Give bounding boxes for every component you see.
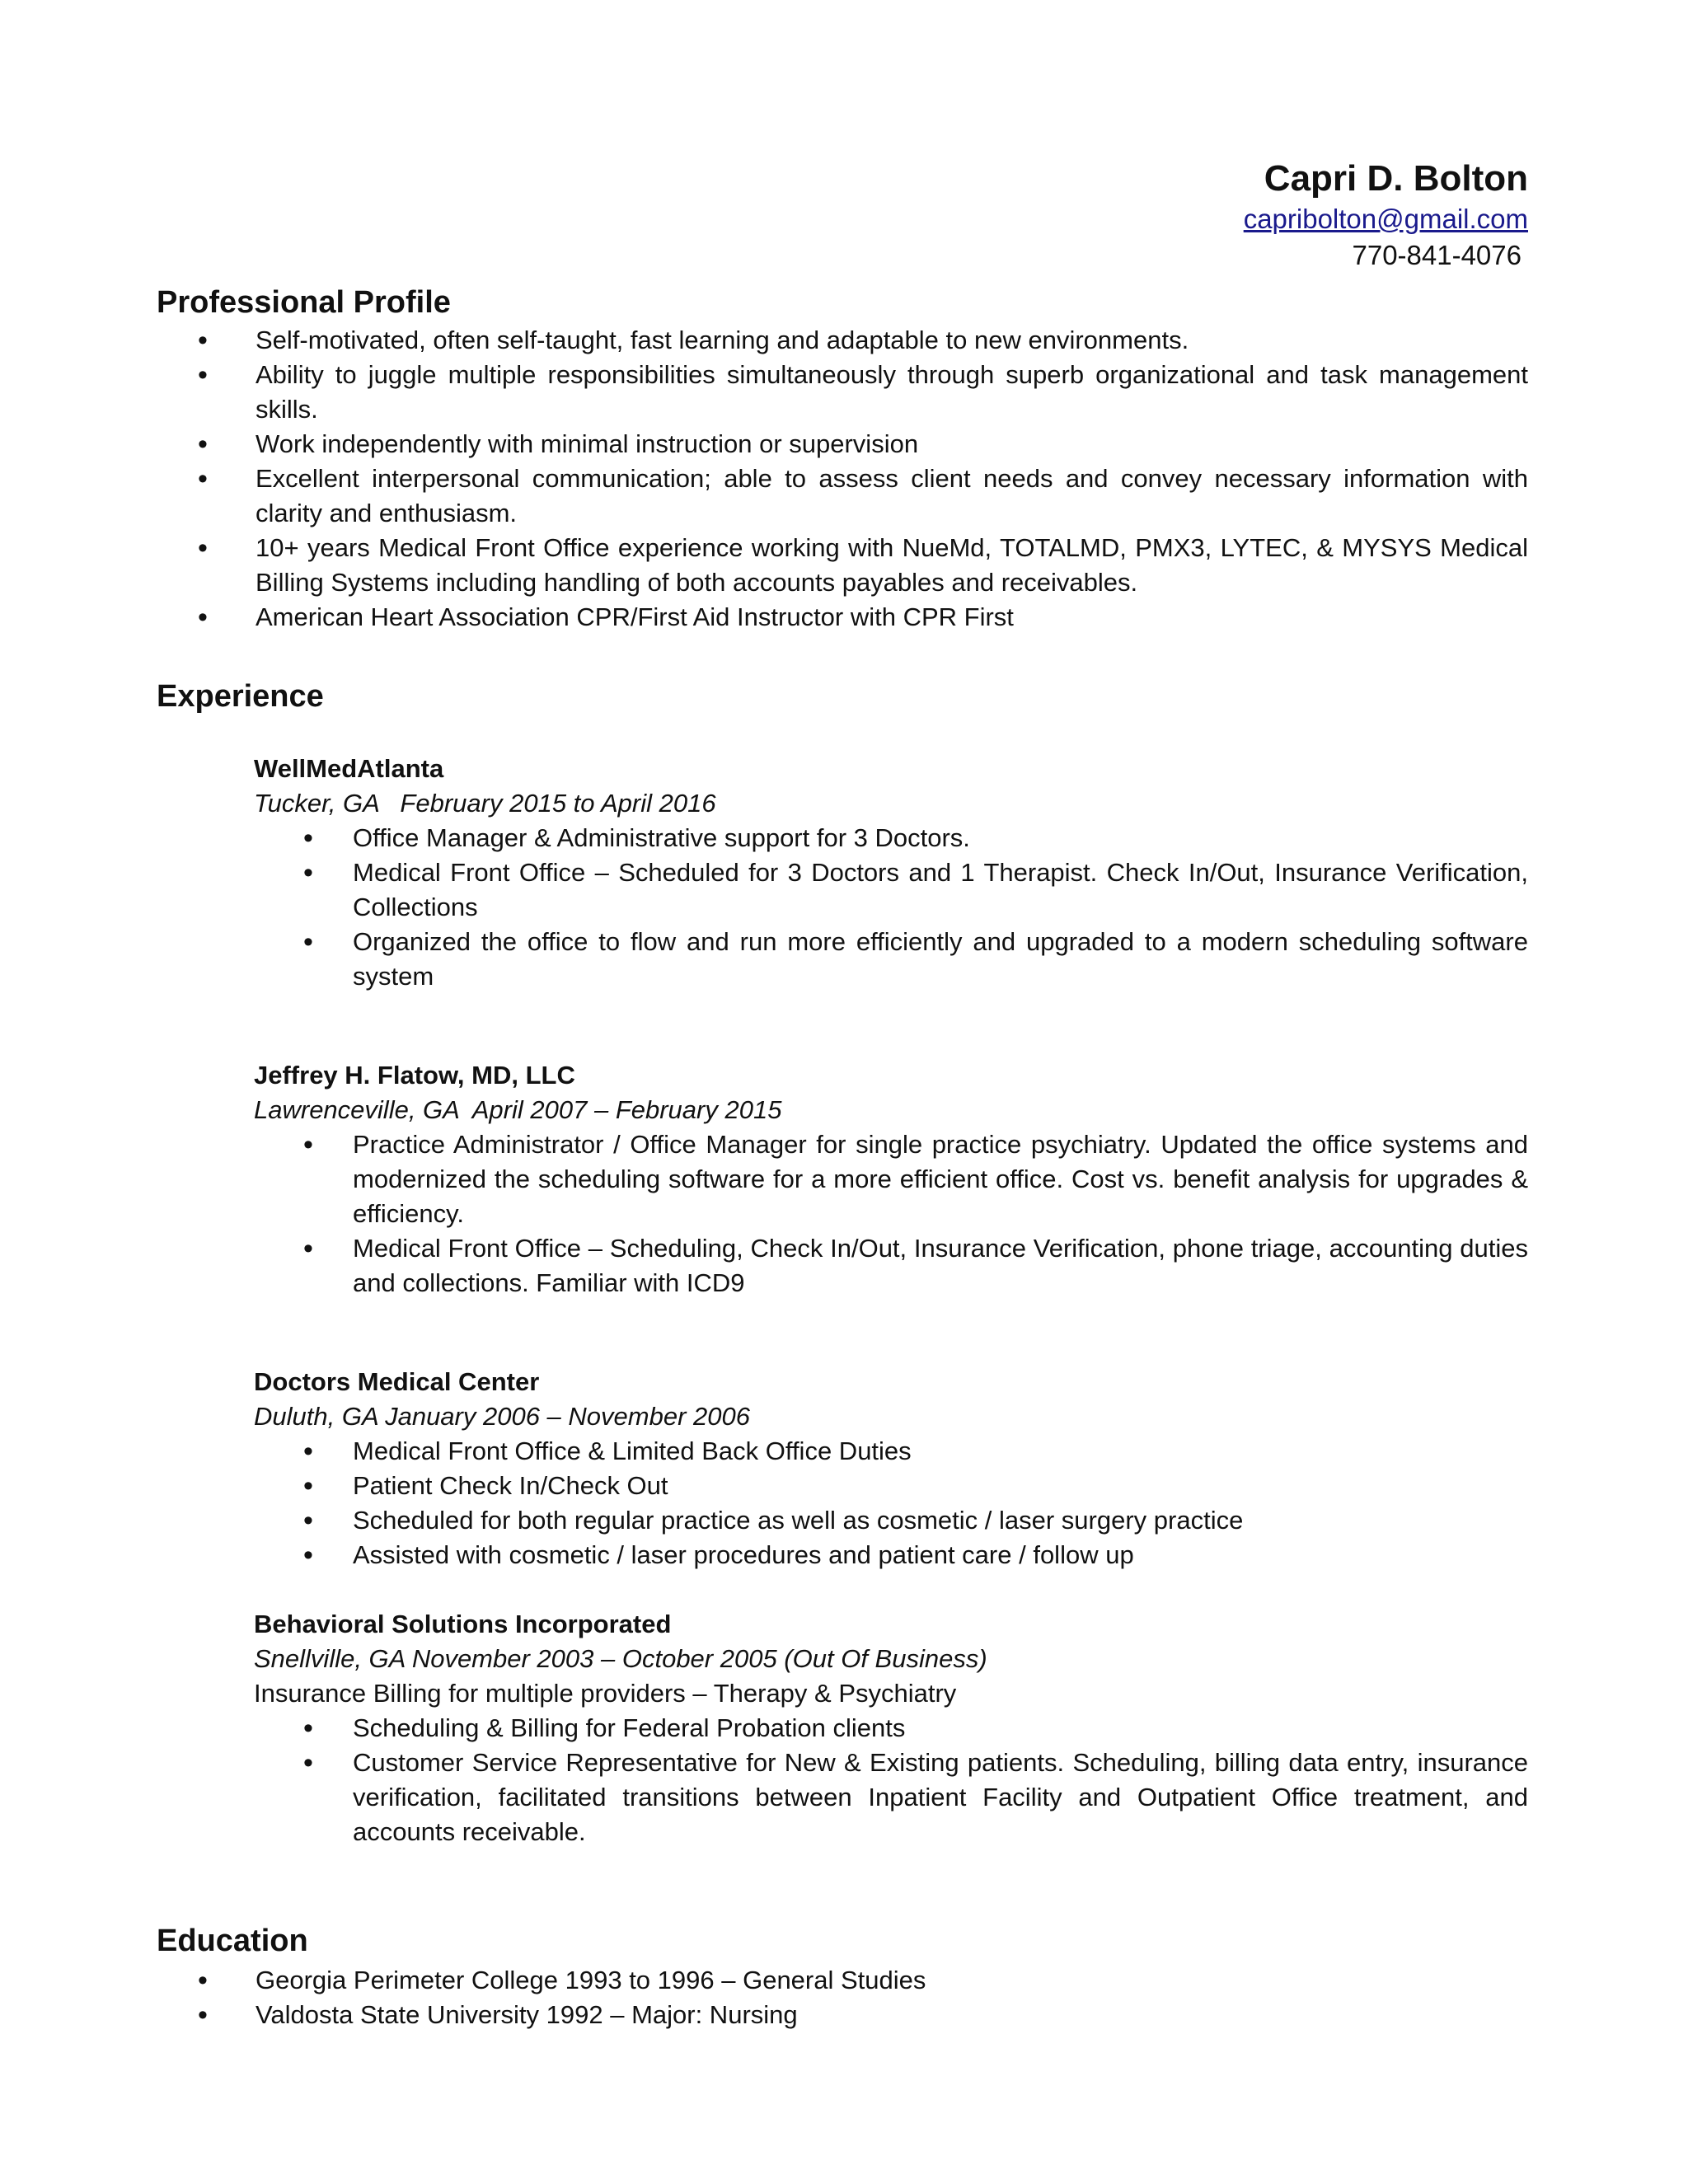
job-location-dates: Tucker, GA February 2015 to April 2016 xyxy=(254,789,716,818)
job-location-dates: Duluth, GA January 2006 – November 2006 xyxy=(254,1402,750,1431)
list-item: • Organized the office to flow and run more efficiently and upgraded to a modern scheduling software system xyxy=(303,925,1528,994)
list-item: • Self-motivated, often self-taught, fast learning and adaptable to new environments. xyxy=(198,323,1528,358)
list-item: • Medical Front Office – Scheduling, Check In/Out, Insurance Verification, phone triage, accounting duties and collections. Familiar with ICD9 xyxy=(303,1231,1528,1301)
list-item: • Valdosta State University 1992 – Major: Nursing xyxy=(198,1998,1528,2032)
company-name: Doctors Medical Center xyxy=(254,1367,540,1396)
candidate-name: Capri D. Bolton xyxy=(1264,158,1528,199)
phone-number: 770-841-4076 xyxy=(1352,240,1522,270)
list-item: • Medical Front Office & Limited Back Office Duties xyxy=(303,1434,1528,1469)
list-item: • Work independently with minimal instruction or supervision xyxy=(198,427,1528,462)
education-list xyxy=(198,1963,1528,2032)
section-title-profile: Professional Profile xyxy=(157,285,451,320)
section-title-experience: Experience xyxy=(157,679,324,714)
list-item: • Medical Front Office – Scheduled for 3 Doctors and 1 Therapist. Check In/Out, Insurance Verification, Collections xyxy=(303,855,1528,925)
job-entry xyxy=(254,752,1528,994)
company-name: Behavioral Solutions Incorporated xyxy=(254,1610,672,1638)
email-link[interactable]: capribolton@gmail.com xyxy=(1243,204,1528,234)
list-item: • Georgia Perimeter College 1993 to 1996 – General Studies xyxy=(198,1963,1528,1998)
company-name: WellMedAtlanta xyxy=(254,754,444,783)
list-item: • Practice Administrator / Office Manager for single practice psychiatry. Updated the office systems and modernized the scheduling software for a more efficient office. Cost vs. benefit analysis for upgrades & efficiency. xyxy=(303,1127,1528,1231)
job-entry xyxy=(254,1058,1528,1301)
list-item: • Excellent interpersonal communication; able to assess client needs and convey necessary information with clarity and enthusiasm. xyxy=(198,462,1528,531)
contact-header xyxy=(1244,157,1528,274)
profile-list xyxy=(198,323,1528,635)
job-description: Insurance Billing for multiple providers – Therapy & Psychiatry xyxy=(254,1679,957,1708)
list-item: • 10+ years Medical Front Office experience working with NueMd, TOTALMD, PMX3, LYTEC, & MYSYS Medical Billing Systems including handling of both accounts payables and receivables. xyxy=(198,531,1528,600)
section-title-education: Education xyxy=(157,1924,308,1958)
list-item: • Ability to juggle multiple responsibilities simultaneously through superb organizational and task management skills. xyxy=(198,358,1528,427)
company-name: Jeffrey H. Flatow, MD, LLC xyxy=(254,1061,575,1090)
job-entry xyxy=(254,1607,1528,1849)
job-location-dates: Lawrenceville, GA April 2007 – February 2015 xyxy=(254,1095,782,1124)
job-duties xyxy=(303,1711,1528,1849)
list-item: • American Heart Association CPR/First Aid Instructor with CPR First xyxy=(198,600,1528,635)
job-duties xyxy=(303,1127,1528,1301)
list-item: • Office Manager & Administrative support for 3 Doctors. xyxy=(303,821,1528,855)
list-item: • Scheduling & Billing for Federal Probation clients xyxy=(303,1711,1528,1746)
job-location-dates: Snellville, GA November 2003 – October 2005 (Out Of Business) xyxy=(254,1644,987,1673)
job-entry xyxy=(254,1365,1528,1572)
list-item: • Customer Service Representative for New & Existing patients. Scheduling, billing data entry, insurance verification, facilitated transitions between Inpatient Facility and Outpatient Office treatment, and accounts receivable. xyxy=(303,1746,1528,1849)
job-duties xyxy=(303,1434,1528,1572)
list-item: • Scheduled for both regular practice as well as cosmetic / laser surgery practice xyxy=(303,1503,1528,1538)
list-item: • Patient Check In/Check Out xyxy=(303,1469,1528,1503)
job-duties xyxy=(303,821,1528,994)
list-item: • Assisted with cosmetic / laser procedures and patient care / follow up xyxy=(303,1538,1528,1572)
